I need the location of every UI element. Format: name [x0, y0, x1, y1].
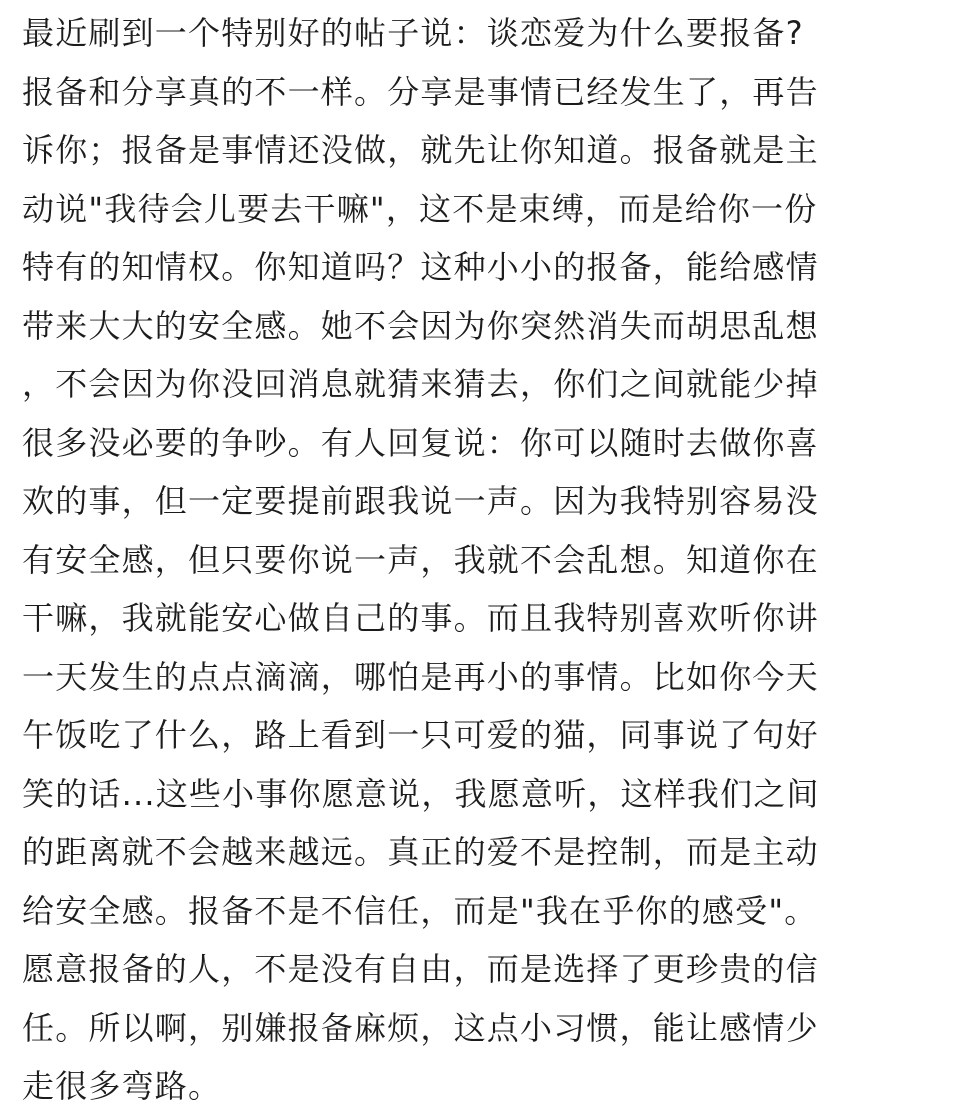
- post-text-line: 任。所以啊，别嫌报备麻烦，这点小习惯，能让感情少: [22, 1008, 819, 1047]
- post-body: [22, 0, 942, 1116]
- post-text-line: 最近刷到一个特别好的帖子说：谈恋爱为什么要报备?: [22, 14, 804, 52]
- post-text-line: 动说"我待会儿要去干嘛"，这不是束缚，而是给你一份: [22, 189, 818, 228]
- post-text-line: 诉你；报备是事情还没做，就先让你知道。报备就是主: [22, 131, 819, 169]
- post-text-line: 干嘛，我就能安心做自己的事。而且我特别喜欢听你讲: [22, 599, 819, 637]
- post-text-line: 有安全感，但只要你说一声，我就不会乱想。知道你在: [22, 540, 819, 579]
- post-text-line: 愿意报备的人，不是没有自由，而是选择了更珍贵的信: [22, 950, 819, 988]
- post-text-line: 报备和分享真的不一样。分享是事情已经发生了，再告: [22, 72, 819, 111]
- post-text-line: 午饭吃了什么，路上看到一只可爱的猫，同事说了句好: [22, 716, 819, 754]
- post-text-line: 很多没必要的争吵。有人回复说：你可以随时去做你喜: [22, 423, 819, 462]
- post-text-line: 笑的话...这些小事你愿意说，我愿意听，这样我们之间: [22, 774, 820, 813]
- post-text-line: 的距离就不会越来越远。真正的爱不是控制，而是主动: [22, 833, 819, 871]
- post-text-line: 走很多弯路。: [22, 1067, 222, 1105]
- post-text-line: 给安全感。报备不是不信任，而是"我在乎你的感受"。: [22, 891, 818, 930]
- post-text-line: 欢的事，但一定要提前跟我说一声。因为我特别容易没: [22, 482, 819, 520]
- post-text-line: 特有的知情权。你知道吗？这种小小的报备，能给感情: [22, 248, 819, 286]
- post-text-line: 一天发生的点点滴滴，哪怕是再小的事情。比如你今天: [22, 657, 819, 696]
- post-text-line: ，不会因为你没回消息就猜来猜去，你们之间就能少掉: [22, 365, 819, 403]
- post-text-line: 带来大大的安全感。她不会因为你突然消失而胡思乱想: [22, 306, 819, 345]
